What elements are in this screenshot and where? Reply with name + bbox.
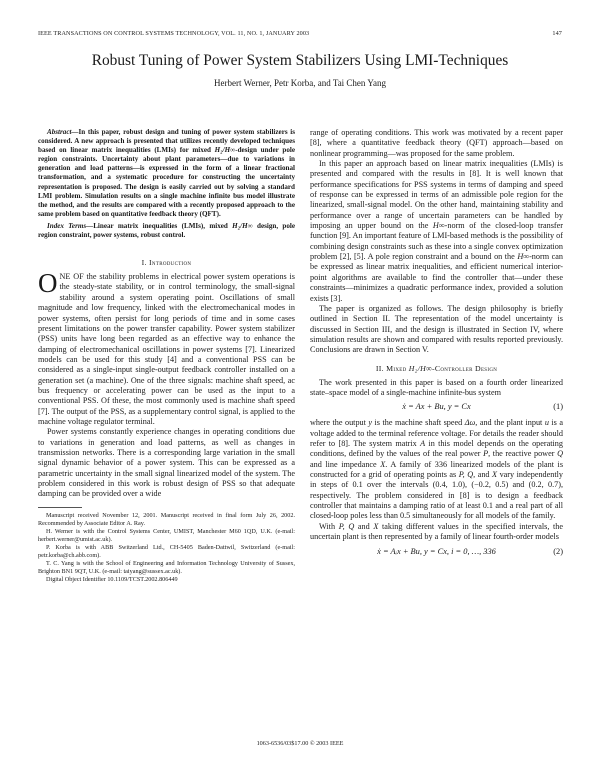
d2-e: in this model depends on the operating conditions, defined by the values of the real power bbox=[310, 438, 563, 459]
d3-c: taking different values in the specified intervals, the uncertain plant is then represented by a family of linear fourth-order models bbox=[310, 521, 563, 542]
running-head bbox=[38, 30, 562, 40]
author-list: Herbert Werner, Petr Korba, and Tai Chen Yang bbox=[214, 78, 386, 88]
d2-j: vary independently in steps of 0.1 over the intervals (0.4, 1.0), (−0.2, 0.5) and (0.2, 0.7), respectively. The problem considered in [8] is to design a feedback controller that maintains a damping ratio of at least 0.1 and a real part of all closed-loop poles less than 0.5 simultaneously for all models of the family. bbox=[310, 469, 564, 521]
design-paragraph-2 bbox=[310, 418, 563, 521]
intro-paragraph-4: The paper is organized as follows. The design philosophy is briefly outlined in Section II. The representation of the model uncertainty is discussed in Section III, and the design is illustrated in Section IV, where simulation results are shown and compared with results reported previously. Conclusions are drawn in Section V. bbox=[310, 303, 563, 355]
intro-paragraph-1-text: NE OF the stability problems in electrical power system operations is the steady-state stability, or in control terminology, the small-signal stability around a system operating point. Oscillations of small magnitude and low frequency, linked with the electromechanical modes in power systems, often persist for long periods of time and in some cases present limitations on the power transfer capability. Power system stabilizer (PSS) units have long been regarded as an effective way to enhance the damping of electromechanical oscillations in power systems [7]. Linearized models can be used for this study [4] and a conventional PSS can be considered as a single-input single-output feedback controller installed on a generation set (a machine). One of the three signals: machine shaft speed, ac bus frequency or accelerating power can be used as the input to a conventional PSS. Of these, the most commonly used is machine shaft speed [7]. The output of the PSS, as a supplementary control signal, is applied to the machine voltage regulator terminal. bbox=[38, 272, 295, 426]
paper-title: Robust Tuning of Power System Stabilizers Using LMI-Techniques bbox=[91, 52, 509, 69]
footnote-received: Manuscript received November 12, 2001. Manuscript received in final form July 26, 2002. Recommended by Associate Editor A. Ray. bbox=[38, 511, 295, 527]
equation-2 bbox=[310, 546, 563, 560]
section-2-heading bbox=[310, 364, 563, 373]
page-number: 147 bbox=[552, 30, 562, 37]
index-terms-label: Index Terms— bbox=[47, 221, 94, 230]
abstract-math: H₂/H∞ bbox=[214, 146, 236, 155]
d3-m2: X bbox=[373, 521, 379, 531]
d3-b: and bbox=[354, 521, 374, 531]
d2-m8: P, Q, bbox=[458, 469, 476, 479]
index-terms bbox=[38, 222, 295, 240]
d2-m6: Q bbox=[557, 449, 563, 459]
equation-1-number: (1) bbox=[553, 402, 563, 412]
design-paragraph-3 bbox=[310, 522, 563, 543]
intro-p3-a: In this paper an approach based on linear matrix inequalities (LMIs) is presented and compared with the results in [8]. It is well known that performance specifications for PSS systems in terms of damping and speed of response can be expressed in terms of an admissible pole region for the linearized, small-signal model. On the other hand, maintaining stability and performance over a range of uncertain parameters can be handled by imposing an upper bound on the bbox=[310, 159, 563, 231]
intro-p3-b: -norm of the closed-loop transfer function [9]. An important feature of LMI-based methods is the possibility of combining design constraints such as these into a single convex optimization problem [2], [5]. A pole region constraint and a bound on the bbox=[310, 221, 563, 262]
footnote-yang: T. C. Yang is with the School of Engineering and Information Technology University of Sussex, Brighton BN1 9QT, U.K. (e-mail: taiyang@sussex.ac.uk). bbox=[38, 559, 295, 575]
section-2-heading-post: -Controller Design bbox=[431, 363, 498, 373]
design-paragraph-1: The work presented in this paper is based on a fourth order linearized state–space model of a single-machine infinite-bus system bbox=[310, 377, 563, 397]
right-column bbox=[310, 128, 563, 560]
d3-m1: P, Q bbox=[338, 521, 355, 531]
abstract-label: Abstract— bbox=[47, 128, 79, 136]
section-2-heading-math: H₂/H∞ bbox=[408, 363, 432, 373]
intro-paragraph-2: Power systems constantly experience changes in operating conditions due to variations in generation and load patterns, as well as changes in transmission networks. There is a corresponding large variation in the small signal dynamic behavior of a power system. This can be expressed as a parametric uncertainty in the small signal linearized model of the system. The problem considered in this work is robust design of PSS so that adequate damping can be provided over a wide bbox=[38, 427, 295, 499]
intro-paragraph-3 bbox=[310, 159, 563, 304]
d2-m9: X bbox=[492, 469, 498, 479]
d2-d: is a voltage added to the terminal reference voltage. For details the reader should refer to [8]. The system matrix bbox=[310, 418, 563, 448]
d3-a: With bbox=[319, 521, 339, 531]
footnote-rule bbox=[38, 507, 82, 508]
d2-i: and bbox=[475, 469, 493, 479]
equation-2-expression: ẋ = Aᵢx + Bu, y = Cx, i = 0, …, 336 bbox=[377, 547, 496, 557]
d2-m5: P bbox=[483, 449, 489, 459]
left-column bbox=[38, 128, 295, 584]
d2-c: , and the plant input bbox=[475, 418, 545, 428]
abstract-text-2: -design under pole region constraints. Uncertainty about plant parameters—due to variations in generation and load patterns—is expressed in the form of a linear fractional transformation, and a systematic procedure for constructing the uncertainty representation is proposed. The design is easily carried out by solving a standard LMI problem. Simulation results on a single machine infinite bus model illustrate the method, and the results are compared with a recently proposed approach to the same problem based on quantitative feedback theory (QFT). bbox=[38, 146, 295, 218]
equation-1 bbox=[310, 401, 563, 415]
drop-cap: O bbox=[38, 268, 58, 299]
intro-paragraph-1 bbox=[38, 268, 295, 427]
d2-m3: u bbox=[544, 418, 549, 428]
journal-name: IEEE TRANSACTIONS ON CONTROL SYSTEMS TECHNOLOGY, VOL. 11, NO. 1, JANUARY 2003 bbox=[38, 30, 310, 37]
intro-p3-c: -norm can be expressed as linear matrix inequalities, and efficient numerical interior-point algorithms are available to find the controller that—under these constraints—minimizes a quadratic performance index, provided a solution exists [3]. bbox=[310, 252, 563, 303]
index-terms-math: H₂/H∞ bbox=[232, 221, 253, 230]
d2-m2: Δω bbox=[464, 418, 476, 428]
index-terms-text-2: design, pole region constraint, power systems, robust control. bbox=[38, 221, 296, 240]
section-2-heading-pre: II. Mixed bbox=[375, 363, 409, 373]
d2-m7: X bbox=[380, 459, 386, 469]
d2-m1: y bbox=[368, 418, 373, 428]
intro-p3-math-1: H∞ bbox=[432, 221, 445, 231]
d2-m4: A bbox=[420, 438, 426, 448]
footnote-korba: P. Korba is with ABB Switzerland Ltd., CH-5405 Baden-Dattwil, Switzerland (e-mail: petr.korba@ch.abb.com). bbox=[38, 543, 295, 559]
d2-a: where the output bbox=[310, 418, 369, 428]
copyright-line: 1063-6536/03$17.00 © 2003 IEEE bbox=[256, 740, 344, 747]
intro-p3-math-2: H∞ bbox=[517, 252, 530, 262]
equation-1-expression: ẋ = Ax + Bu, y = Cx bbox=[402, 402, 471, 412]
equation-2-number: (2) bbox=[553, 547, 563, 557]
section-1-heading: I. Introduction bbox=[141, 258, 192, 268]
abstract-text-1: In this paper, robust design and tuning of power system stabilizers is considered. A new approach is presented that utilizes recently developed techniques based on linear matrix inequalities (LMIs) for mixed bbox=[38, 128, 295, 155]
index-terms-text-1: Linear matrix inequalities (LMIs), mixed bbox=[93, 221, 233, 230]
d2-g: and line impedance bbox=[310, 459, 381, 469]
d2-f: , the reactive power bbox=[488, 449, 558, 459]
abstract bbox=[38, 128, 295, 219]
d2-b: is the machine shaft speed bbox=[372, 418, 465, 428]
d2-h: . A family of 336 linearized models of the plant is constructed for a grid of operating points as bbox=[310, 459, 563, 479]
intro-paragraph-2-continued: range of operating conditions. This work was motivated by a recent paper [8], where a quantitative feedback theory (QFT) approach—based on nonlinear programming—was proposed for the same problem. bbox=[310, 128, 563, 158]
footnote-werner: H. Werner is with the Control Systems Center, UMIST, Manchester M60 1QD, U.K. (e-mail: herbert.werner@umist.ac.uk). bbox=[38, 527, 295, 543]
footnote-doi: Digital Object Identifier 10.1109/TCST.2002.806449 bbox=[46, 575, 178, 583]
